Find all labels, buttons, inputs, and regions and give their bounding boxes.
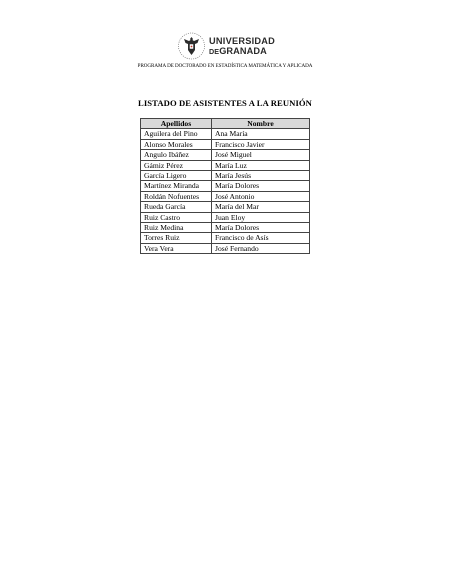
cell-apellidos: Ruiz Medina <box>141 222 212 232</box>
column-header-apellidos: Apellidos <box>141 119 212 129</box>
cell-nombre: María Dolores <box>212 222 310 232</box>
university-name-line1: UNIVERSIDAD <box>209 36 276 46</box>
table-row <box>141 191 310 201</box>
cell-apellidos: Alonso Morales <box>141 139 212 149</box>
cell-apellidos: Gámiz Pérez <box>141 160 212 170</box>
cell-apellidos: García Ligero <box>141 170 212 180</box>
cell-nombre: Juan Eloy <box>212 212 310 222</box>
table-row <box>141 139 310 149</box>
cell-nombre: José Miguel <box>212 150 310 160</box>
table-row <box>141 160 310 170</box>
column-header-nombre: Nombre <box>212 119 310 129</box>
cell-apellidos: Angulo Ibáñez <box>141 150 212 160</box>
university-crest-icon <box>178 31 205 61</box>
table-header-row <box>141 119 310 129</box>
table-row <box>141 129 310 139</box>
table-row <box>141 222 310 232</box>
cell-nombre: María Jesús <box>212 170 310 180</box>
university-name-line2 <box>209 46 275 57</box>
university-name-city: GRANADA <box>219 46 267 56</box>
program-name: PROGRAMA DE DOCTORADO EN ESTADÍSTICA MATEMÁTICA Y APLICADA <box>137 63 313 69</box>
cell-apellidos: Ruiz Castro <box>141 212 212 222</box>
cell-nombre: José Antonio <box>212 191 310 201</box>
cell-apellidos: Martínez Miranda <box>141 181 212 191</box>
cell-apellidos: Roldán Nofuentes <box>141 191 212 201</box>
attendees-table <box>140 118 310 254</box>
university-name <box>209 36 275 57</box>
table-row <box>141 181 310 191</box>
table-row <box>141 202 310 212</box>
cell-nombre: Francisco de Asís <box>212 233 310 243</box>
cell-apellidos: Vera Vera <box>141 243 212 253</box>
table-row <box>141 212 310 222</box>
table-row <box>141 233 310 243</box>
table-row <box>141 170 310 180</box>
cell-nombre: Francisco Javier <box>212 139 310 149</box>
cell-nombre: María Luz <box>212 160 310 170</box>
table-row <box>141 243 310 253</box>
cell-nombre: Ana María <box>212 129 310 139</box>
cell-nombre: José Fernando <box>212 243 310 253</box>
university-name-prefix: DE <box>209 47 220 56</box>
cell-apellidos: Torres Ruiz <box>141 233 212 243</box>
cell-apellidos: Rueda García <box>141 202 212 212</box>
cell-nombre: María Dolores <box>212 181 310 191</box>
document-title: LISTADO DE ASISTENTES A LA REUNIÓN <box>138 98 312 108</box>
cell-apellidos: Aguilera del Pino <box>141 129 212 139</box>
cell-nombre: María del Mar <box>212 202 310 212</box>
university-logo <box>178 31 288 61</box>
table-row <box>141 150 310 160</box>
